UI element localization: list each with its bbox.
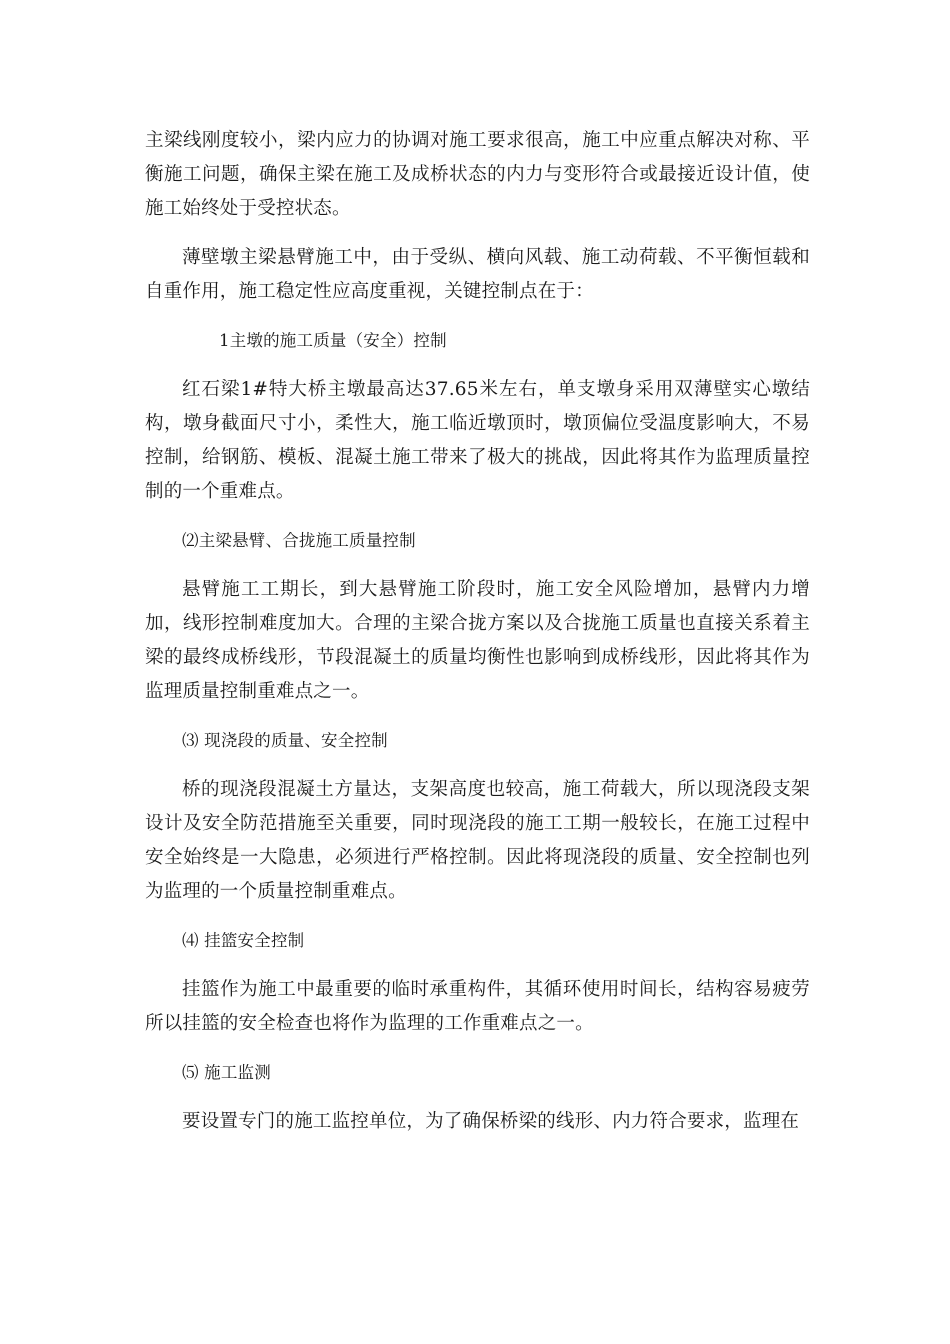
heading-hanging-basket-safety: ⑷ 挂篮安全控制	[182, 931, 305, 950]
heading-text: 主墩的施工质量（安全）控制	[229, 331, 447, 350]
paragraph-hanging-basket: 挂篮作为施工中最重要的临时承重构件，其循环使用时间长，结构容易疲劳所以挂篮的安全检查也将作为监理的工作重难点之一。	[145, 979, 810, 1034]
paragraph-main-girder-stiffness: 主梁线刚度较小，梁内应力的协调对施工要求很高，施工中应重点解决对称、平衡施工问题，确保主梁在施工及成桥状态的内力与变形符合或最接近设计值，使施工始终处于受控状态。	[145, 130, 810, 219]
heading-number: 1	[219, 331, 230, 350]
heading-construction-monitoring: ⑸ 施工监测	[182, 1063, 271, 1082]
paragraph-hongshiliang-bridge-pier: 红石梁1#特大桥主墩最高达37.65米左右，单支墩身采用双薄壁实心墩结构，墩身截面尺寸小，柔性大，施工临近墩顶时，墩顶偏位受温度影响大，不易控制，给钢筋、模板、混凝土施工带来了极大的挑战，因此将其作为监理质量控制的一个重难点。	[145, 379, 810, 502]
paragraph-cast-in-place-segment: 桥的现浇段混凝土方量达，支架高度也较高，施工荷载大，所以现浇段支架设计及安全防范措施至关重要，同时现浇段的施工工期一般较长，在施工过程中安全始终是一大隐患，必须进行严格控制。因此将现浇段的质量、安全控制也列为监理的一个质量控制重难点。	[145, 779, 810, 902]
document-body	[145, 124, 810, 1154]
heading-pier-construction-control	[145, 324, 810, 358]
heading-cast-in-place-segment: ⑶ 现浇段的质量、安全控制	[182, 731, 388, 750]
paragraph-cantilever-construction: 悬臂施工工期长，到大悬臂施工阶段时，施工安全风险增加，悬臂内力增加，线形控制难度加大。合理的主梁合拢方案以及合拢施工质量也直接关系着主梁的最终成桥线形，节段混凝土的质量均衡性也影响到成桥线形，因此将其作为监理质量控制重难点之一。	[145, 579, 810, 702]
paragraph-construction-monitoring: 要设置专门的施工监控单位，为了确保桥梁的线形、内力符合要求，监理在	[182, 1111, 800, 1132]
heading-cantilever-closure-control: ⑵主梁悬臂、合拢施工质量控制	[182, 531, 416, 550]
paragraph-thin-wall-pier-stability: 薄壁墩主梁悬臂施工中，由于受纵、横向风载、施工动荷载、不平衡恒载和自重作用，施工稳定性应高度重视，关键控制点在于：	[145, 247, 810, 302]
